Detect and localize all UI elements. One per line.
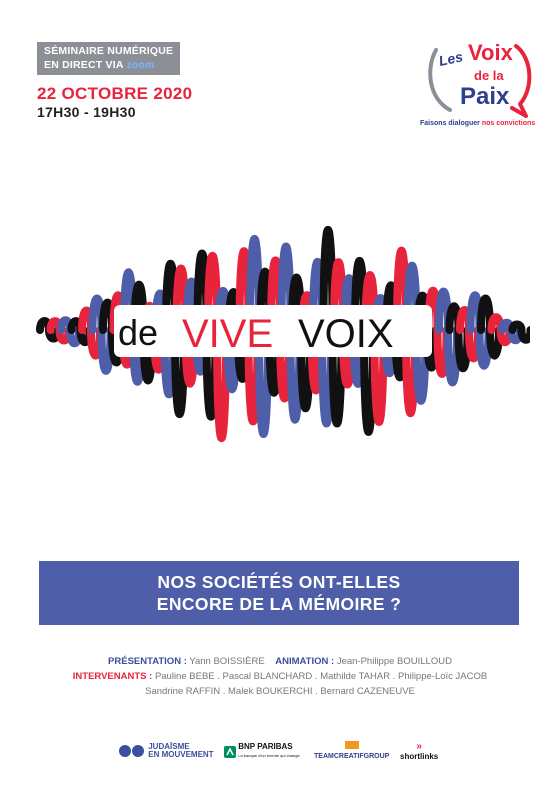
- logo-word-dela: de la: [474, 68, 504, 83]
- badge-line-2: [44, 58, 173, 72]
- bnp-stars-icon: [224, 746, 236, 758]
- jem-line-1: JUDAÏSME: [148, 742, 190, 751]
- logo-tagline: [420, 120, 545, 127]
- logo-word-paix: Paix: [460, 83, 510, 110]
- title-line-1: NOS SOCIÉTÉS ONT-ELLES: [157, 572, 401, 592]
- seminar-badge: [37, 42, 180, 75]
- artwork-word-de: de: [118, 312, 159, 353]
- badge-line-2-prefix: EN DIRECT VIA: [44, 59, 127, 71]
- teamcreatif-icon: [345, 741, 359, 749]
- jem-circles-icon: [118, 744, 146, 758]
- bnp-name: BNP PARIBAS: [238, 742, 293, 751]
- logo-graphic: [420, 28, 540, 120]
- artwork-word-voix: VOIX: [298, 312, 394, 356]
- speakers-block: [0, 654, 560, 699]
- intervenants-names-2: Sandrine RAFFIN . Malek BOUKERCHI . Bernard CAZENEUVE: [145, 686, 415, 697]
- jem-line-2: EN MOUVEMENT: [148, 750, 214, 759]
- judaisme-en-mouvement-logo: [118, 743, 214, 759]
- shortlinks-name: shortlinks: [400, 752, 439, 761]
- shortlinks-logo: [400, 741, 438, 761]
- sponsors-row: [0, 737, 560, 767]
- event-date: 22 OCTOBRE 2020: [37, 84, 193, 103]
- les-voix-de-la-paix-logo: [420, 28, 540, 138]
- zoom-logo: zoom: [126, 59, 155, 71]
- presentation-label: PRÉSENTATION :: [108, 656, 187, 667]
- bnp-paribas-logo: [224, 743, 300, 760]
- teamcreatif-name: TEAMCREATIFGROUP: [314, 753, 390, 760]
- seminar-title: [39, 561, 519, 625]
- badge-line-1: SÉMINAIRE NUMÉRIQUE: [44, 45, 174, 57]
- presentation-name: Yann BOISSIÈRE: [189, 656, 265, 667]
- title-line-2: ENCORE DE LA MÉMOIRE ?: [156, 594, 402, 614]
- speakers-line-1: [0, 654, 560, 669]
- artwork-word-vive: VIVE: [182, 312, 274, 356]
- shortlinks-arrow-icon: »: [416, 741, 422, 752]
- intervenants-names-1: Pauline BEBE . Pascal BLANCHARD . Mathilde TAHAR . Philippe-Loïc JACOB: [154, 671, 488, 682]
- logo-word-les: Les: [437, 48, 465, 69]
- teamcreatif-logo: [314, 741, 389, 760]
- sound-wave-artwork: [30, 165, 530, 535]
- tagline-main: Faisons dialoguer: [420, 120, 482, 127]
- bnp-tagline: La banque d'un monde qui change: [238, 753, 300, 758]
- speakers-line-2: [0, 669, 560, 684]
- animation-name: Jean-Philippe BOUILLOUD: [336, 656, 452, 667]
- animation-label: ANIMATION :: [275, 656, 335, 667]
- intervenants-label: INTERVENANTS :: [72, 671, 153, 682]
- logo-word-voix: Voix: [468, 40, 513, 65]
- tagline-accent: nos convictions: [481, 120, 536, 127]
- event-time: 17H30 - 19H30: [37, 104, 136, 120]
